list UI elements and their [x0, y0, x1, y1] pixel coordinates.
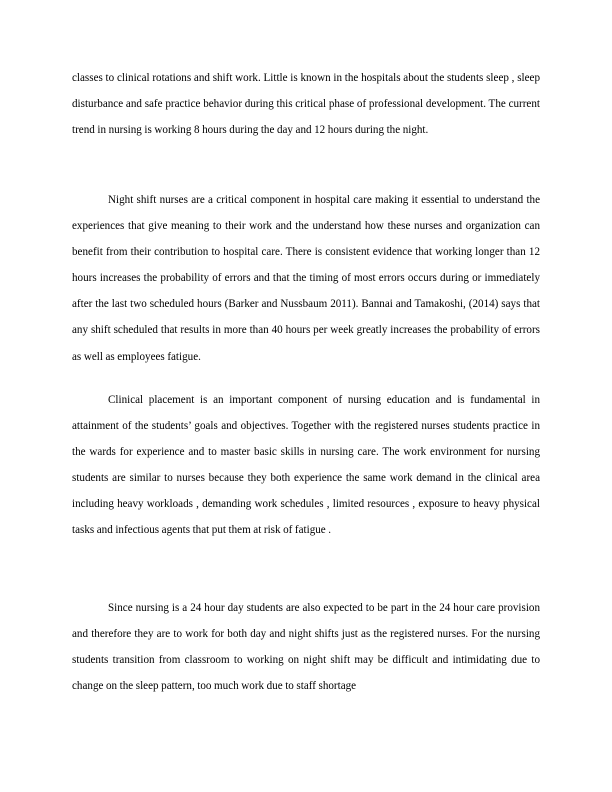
- paragraph-3: Clinical placement is an important component of nursing education and is fundamental in attainment of the students’ goals and objectives. Together with the registered nurses students practice in the wards for experience and to master basic skills in nursing care. The work environment for nursing students are similar to nurses because they both experience the same work demand in the clinical area including heavy workloads , demanding work schedules , limited resources , exposure to heavy physical tasks and infectious agents that put them at risk of fatigue .: [72, 394, 540, 537]
- paragraph-2: Night shift nurses are a critical component in hospital care making it essential to understand the experiences that give meaning to their work and the understand how these nurses and organization can benefit from their contribution to hospital care. There is consistent evidence that working longer than 12 hours increases the probability of errors and that the timing of most errors occurs during or immediately after the last two scheduled hours (Barker and Nussbaum 2011). Bannai and Tamakoshi, (2014) says that any shift scheduled that results in more than 40 hours per week greatly increases the probability of errors as well as employees fatigue.: [72, 194, 540, 363]
- paragraph-4: Since nursing is a 24 hour day students are also expected to be part in the 24 hour care provision and therefore they are to work for both day and night shifts just as the registered nurses. For the nursing students transition from classroom to working on night shift may be difficult and intimidating due to change on the sleep pattern, too much work due to staff shortage: [72, 602, 540, 693]
- paragraph-1: classes to clinical rotations and shift work. Little is known in the hospitals about the students sleep , sleep disturbance and safe practice behavior during this critical phase of professional development. The current trend in nursing is working 8 hours during the day and 12 hours during the night.: [72, 72, 540, 137]
